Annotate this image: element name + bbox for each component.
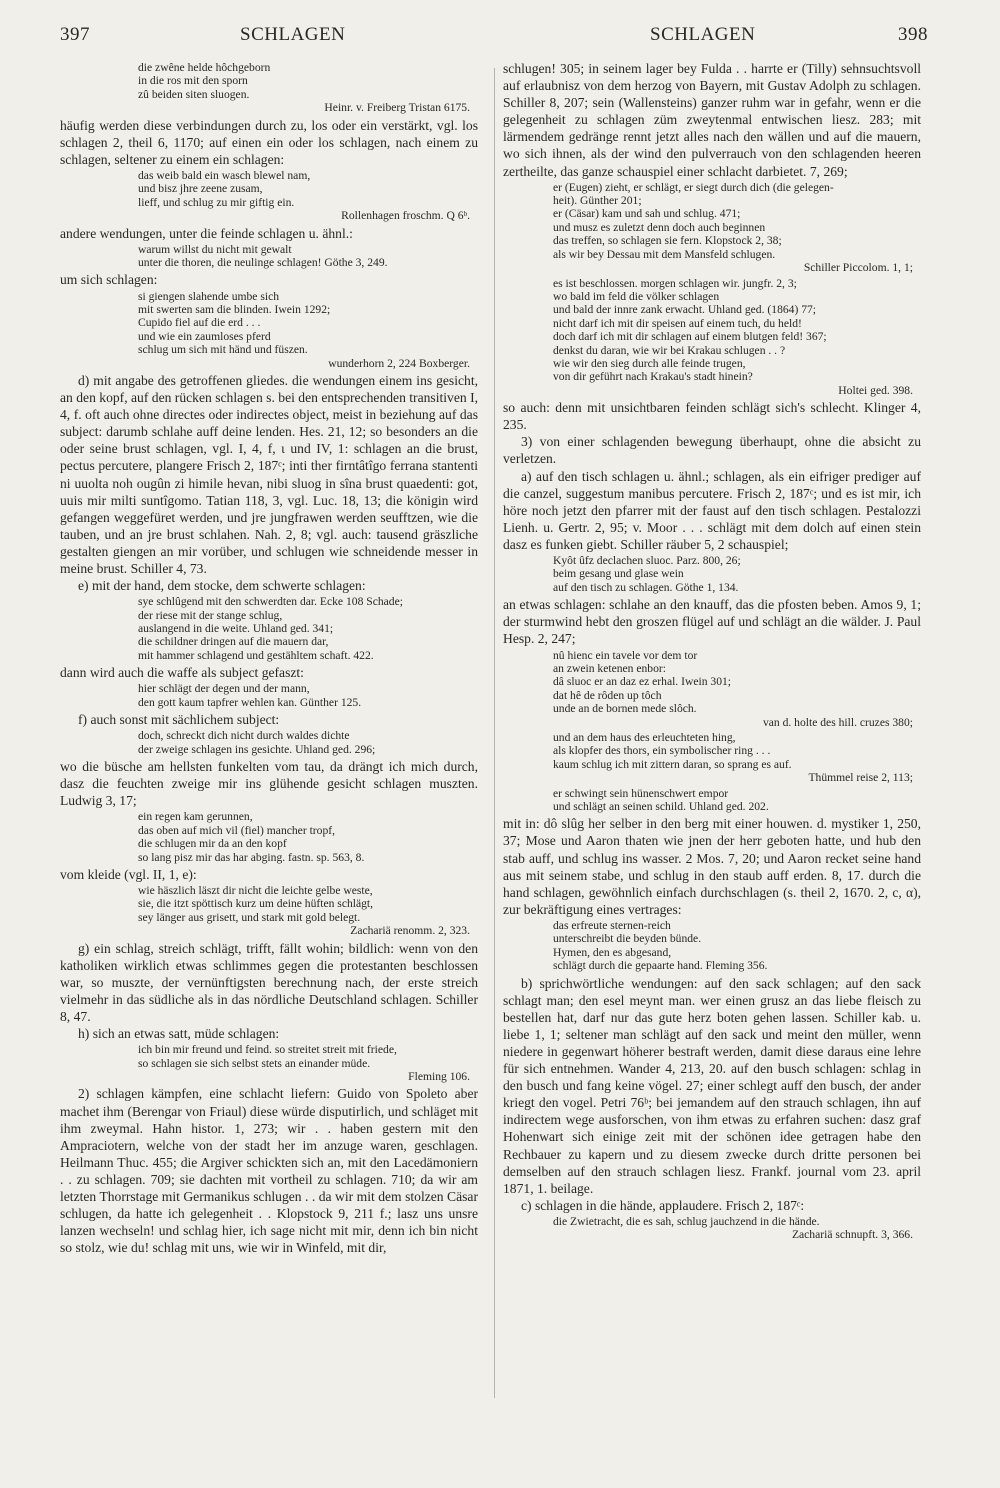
verse-line: schlägt durch die gepaarte hand. Fleming 356.	[553, 959, 768, 973]
verse-line: der riese mit der stange schlug,	[138, 608, 283, 622]
citation-source: Schiller Piccolom. 1, 1;	[803, 261, 913, 275]
verse-line: den gott kaum tapfrer wehlen kan. Günther 125.	[138, 695, 362, 709]
entry-paragraph: 2) schlagen kämpfen, eine schlacht liefern: Guido von Spoleto aber machet ihm (Berengar von Friaul) diese würde disputirlich, und schläget mit ihm zweymal. Hahn histor. 1, 273; wir . . haben gestern mit den Ampraciotern, welche von der stadt her im anzuge waren, geschlagen. Heilmann Thuc. 455; die Argiver schickten sich an, mit den Lacedämoniern . . zu schlagen. 709; sie dachten mit vortheil zu schlagen. 710; da wir am letzten Thorrstage mit Germanikus schlugen . . da wir mit dem stolzen Cäsar schlugen, da hatte ich gelegenheit . . Klopstock 9, 211 f.; lasz uns unsre lanzen wechseln! und schlag hier, ich sage nicht mit mir, denn ich bin nicht so stolz, wie du! schlag mit uns, wie wir in Winfeld, mit dir,	[60, 1086, 478, 1256]
citation-source: Thümmel reise 2, 113;	[808, 771, 913, 785]
entry-paragraph: vom kleide (vgl. II, 1, e):	[60, 866, 197, 882]
citation-source: wunderhorn 2, 224 Boxberger.	[328, 356, 470, 370]
verse-quotation	[138, 729, 478, 756]
citation-source: Fleming 106.	[408, 1070, 470, 1084]
verse-line: wie wir den sieg durch alle feinde trugen,	[553, 356, 746, 370]
verse-line: ein regen kam gerunnen,	[138, 810, 253, 824]
entry-paragraph: g) ein schlag, streich schlägt, trifft, fällt wohin; bildlich: wenn von den katholiken wirklich etwas schlimmes gegen die protestanten beschlossen war, so muszte, der vernünftigsten berechnung nach, der erste streich vielmehr in das südliche als in das nördliche Deutschland schlagen. Schiller 8, 47.	[60, 940, 478, 1025]
entry-paragraph: 3) von einer schlagenden bewegung überhaupt, ohne die absicht zu verletzen.	[503, 434, 921, 467]
verse-line: lieff, und schlug zu mir giftig ein.	[138, 195, 295, 209]
verse-line: sye schlûgend mit den schwerdten dar. Ecke 108 Schade;	[138, 595, 403, 609]
citation-source: Rollenhagen froschm. Q 6ᵇ.	[341, 209, 470, 223]
verse-quotation	[138, 243, 478, 270]
entry-paragraph: so auch: denn mit unsichtbaren feinden schlägt sich's schlecht. Klinger 4, 235.	[503, 400, 921, 433]
verse-line: so schlagen sie sich selbst stets an einander müde.	[138, 1056, 371, 1070]
verse-line: und musz es zuletzt denn doch auch beginnen	[553, 220, 766, 234]
verse-line: dâ sluoc er an daz ez erhal. Iwein 301;	[553, 675, 732, 689]
verse-line: nicht darf ich mit dir speisen auf einem tuch, du held!	[553, 316, 802, 330]
entry-paragraph: an etwas schlagen: schlahe an den knauff, das die pfosten beben. Amos 9, 1; der sturmwind hebt den groszen flügel auf und schlägt an die wälder. J. Paul Hesp. 2, 247;	[503, 597, 921, 647]
verse-line: schlug um sich mit händ und füszen.	[138, 343, 308, 357]
verse-line: und wie ein zaumloses pferd	[138, 329, 271, 343]
verse-line: das erfreute sternen-reich	[553, 918, 671, 932]
left-column	[60, 60, 478, 1256]
verse-line: doch, schreckt dich nicht durch waldes dichte	[138, 729, 350, 743]
entry-paragraph: dann wird auch die waffe als subject gefaszt:	[60, 665, 304, 681]
verse-line: auslangend in die weite. Uhland ged. 341;	[138, 622, 334, 635]
verse-line: beim gesang und glase wein	[553, 567, 684, 581]
verse-quotation	[138, 884, 478, 938]
entry-paragraph: häufig werden diese verbindungen durch zu, los oder ein verstärkt, vgl. los schlagen 2, theil 6, 1170; auf einen ein oder los schlagen, nach einem zu schlagen, seltener zu einem ein schlagen:	[60, 117, 478, 167]
entry-paragraph: f) auch sonst mit sächlichem subject:	[78, 712, 280, 728]
verse-line: Hymen, den es abgesand,	[553, 945, 672, 959]
verse-line: denkst du daran, wie wir bei Krakau schlugen . . ?	[553, 343, 786, 357]
verse-quotation	[138, 810, 478, 864]
citation-source: Zachariä renomm. 2, 323.	[350, 924, 470, 938]
verse-line: in die ros mit den sporn	[138, 74, 248, 88]
verse-line: und schlägt an seinen schild. Uhland ged. 202.	[553, 799, 769, 813]
left-running-title: SCHLAGEN	[240, 24, 346, 45]
verse-quotation	[553, 181, 921, 275]
verse-quotation	[553, 1215, 921, 1242]
verse-line: die zwêne helde hôchgeborn	[138, 61, 271, 74]
verse-line: si giengen slahende umbe sich	[138, 289, 280, 303]
verse-line: Cupido fiel auf die erd . . .	[138, 316, 261, 330]
verse-quotation	[553, 731, 921, 785]
verse-line: ich bin mir freund und feind. so streitet streit mit friede,	[138, 1043, 397, 1057]
verse-line: er (Cäsar) kam und sah und schlug. 471;	[553, 207, 741, 221]
verse-line: dat hê de rôden up tôch	[553, 688, 662, 702]
verse-line: und an dem haus des erleuchteten hing,	[553, 730, 736, 744]
verse-line: das weib bald ein wasch blewel nam,	[138, 168, 311, 182]
left-page-number: 397	[60, 24, 90, 45]
verse-line: er schwingt sein hünenschwert empor	[553, 786, 729, 800]
verse-line: die schildner dringen auf die mauern dar,	[138, 635, 329, 649]
verse-line: unde an de bornen mede slôch.	[553, 702, 697, 716]
verse-line: als wir bey Dessau mit dem Mansfeld schlugen.	[553, 247, 776, 261]
verse-line: wie häszlich läszt dir nicht die leichte gelbe weste,	[138, 884, 373, 898]
verse-line: Kyôt ûfz declachen sluoc. Parz. 800, 26;	[553, 554, 741, 567]
entry-paragraph: b) sprichwörtliche wendungen: auf den sack schlagen; auf den sack schlagt man; den esel meynt man. wer einen grusz an das liebe fleisch zu bestellen hat, darf nur das gute herz boten gehen lassen. Schiller kab. u. liebe 1, 1; seltener man schlägt auf den sack und meint den müller, wenn niedere in gegenwart höherer bestraft werden, damit diese daraus eine lehre für sich entnehmen. Wander 4, 213, 20. auf den busch schlagen: schlag in den busch und fang keine vögel. 27; einer schlegt auff den busch, der ander kriegt den vogel. Petri 76ᵇ; bei jemandem auf den strauch schlagen, ihn auf indirectem wege ausforschen, von ihm etwas zu erfahren suchen: dasz graf Hohenwart sich einige zeit mit der schönen idee getragen habe den Rechbauer zu kapern und zu diesem zwecke durch dritte personen bei demselben auf den strauch schlagen liesz. Frankf. journal vom 23. april 1871, 1. beilage.	[503, 975, 921, 1196]
verse-line: mit hammer schlagend und gestähltem schaft. 422.	[138, 648, 374, 662]
verse-line: hier schlägt der degen und der mann,	[138, 682, 310, 696]
entry-paragraph: schlugen! 305; in seinem lager bey Fulda . . harrte er (Tilly) sehnsuchtsvoll auf erlaubnisz von dem herzog von Bayern, mit Gustav Adolph zu schlagen. Schiller 8, 207; sein (Wallensteins) ganzer ruhm war in gefahr, wenn er die gelegenheit zu schlagen züm zweytenmal entwischen liesz. 283; mit lärmendem gedränge rennt jetzt alles nach den wällen und auf die mauern, wo sich ihnen, als der wind den pulverrauch von den schlagenden heeren zertheilte, das ganze schauspiel einer schlacht darbietet. 7, 269;	[503, 61, 921, 179]
verse-line: an zwein ketenen enbor:	[553, 661, 666, 675]
verse-line: das oben auf mich vil (fiel) mancher tropf,	[138, 823, 336, 837]
verse-quotation	[553, 554, 921, 594]
citation-source: Heinr. v. Freiberg Tristan 6175.	[324, 101, 470, 115]
verse-line: das treffen, so schlagen sie fern. Klopstock 2, 38;	[553, 234, 782, 248]
verse-quotation	[138, 1043, 478, 1083]
citation-source: Holtei ged. 398.	[838, 383, 913, 397]
verse-line: von dir geführt nach Krakau's stadt hinein?	[553, 370, 753, 384]
verse-quotation	[138, 682, 478, 709]
verse-line: nû hienc ein tavele vor dem tor	[553, 648, 698, 662]
entry-paragraph: d) mit angabe des getroffenen gliedes. die wendungen einem ins gesicht, an den kopf, auf den rücken schlagen s. bei den entsprechenden transitiven I, 4, f. oft auch ohne directes oder indirectes object, meist in beziehung auf das subject: darumb schlahe auff deine lenden. Hes. 21, 12; so besonders an die oder seine brust schlagen, vgl. I, 4, f, ι und IV, 1: schlagen an die brust, pectus percutere, plangere Frisch 2, 187ᶜ; inti ther firntâtîgo ferrana stantenti ni uuolta noh ougûn zi himile hevan, nibi sluog in sîna brust quaedenti: got, uuis mir milti suntîgomo. Tatian 118, 3, vgl. Luc. 18, 13; die königin wird gefangen weggefüret werden, und jre jungfrawen werden seufftzen, wie die tauben, und an jre brust schlahen. Nah. 2, 8; vgl. auch: tausend gräszliche gestalten giengen an mir vorüber, und schlugen wie schneidende messer in meine brust. Schiller 4, 73.	[60, 372, 478, 576]
verse-line: so lang pisz mir das har abging. fastn. sp. 563, 8.	[138, 850, 365, 864]
verse-quotation	[553, 787, 921, 814]
entry-paragraph: e) mit der hand, dem stocke, dem schwerte schlagen:	[78, 578, 366, 594]
verse-line: wo bald im feld die völker schlagen	[553, 289, 720, 303]
verse-line: er (Eugen) zieht, er schlägt, er siegt durch dich (die gelegen-	[553, 180, 834, 194]
verse-quotation	[138, 290, 478, 370]
entry-paragraph: h) sich an etwas satt, müde schlagen:	[78, 1026, 280, 1042]
verse-quotation	[138, 61, 478, 115]
verse-line: und bisz jhre zeene zusam,	[138, 182, 263, 196]
verse-line: heit). Günther 201;	[553, 194, 642, 208]
verse-quotation	[138, 595, 478, 662]
verse-line: mit swerten sam die blinden. Iwein 1292;	[138, 302, 331, 316]
verse-quotation	[553, 919, 921, 973]
entry-paragraph: a) auf den tisch schlagen u. ähnl.; schlagen, als ein eifriger prediger auf die canzel, suggestum manibus percutere. Frisch 2, 187ᶜ; und es ist mir, ich höre noch jetzt den pfarrer mit der faust auf den tisch schlagen. Pestalozzi Lienh. u. Gertr. 2, 95; v. Moor . . . schlägt mit dem dolch auf einen stein dasz es funken giebt. Schiller räuber 5, 2 schauspiel;	[503, 468, 921, 552]
verse-line: unter die thoren, die neulinge schlagen! Göthe 3, 249.	[138, 256, 388, 270]
right-page-number: 398	[898, 24, 928, 45]
verse-line: sey länger aus grisett, und stark mit gold belegt.	[138, 910, 361, 924]
verse-quotation	[553, 277, 921, 398]
citation-source: Zachariä schnupft. 3, 366.	[791, 1228, 913, 1242]
verse-quotation	[138, 169, 478, 223]
running-header	[0, 24, 1000, 52]
verse-line: sie, die itzt spöttisch kurz um deine hüften schlägt,	[138, 897, 374, 911]
column-divider	[494, 68, 495, 1398]
verse-line: der zweige schlagen ins gesichte. Uhland ged. 296;	[138, 742, 376, 756]
verse-line: die schlugen mir da an den kopf	[138, 837, 287, 851]
entry-paragraph: c) schlagen in die hände, applaudere. Frisch 2, 187ᶜ:	[521, 1197, 805, 1213]
verse-line: und bald der innre zank erwacht. Uhland ged. (1864) 77;	[553, 303, 817, 317]
entry-paragraph: wo die büsche am hellsten funkelten vom tau, da drängt ich mich durch, dasz die feuchten zweige mir ins glühende gesicht schlagen muszten. Ludwig 3, 17;	[60, 759, 478, 809]
citation-source: van d. holte des hill. cruzes 380;	[762, 715, 913, 729]
entry-paragraph: mit in: dô slûg her selber in den berg mit einer houwen. d. mystiker 1, 250, 37; Mose und Aaron thaten wie jnen der herr geboten hatte, und hub den stab auff, und schlug ins wasser. 2 Mos. 7, 20; und Aaron recket seine hand aus mit seinem stabe, und schlug in den staub auff erden. 8, 17. durch die hand schlagen, gewöhnlich einfach durchschlagen (s. theil 2, 1670. 2, c, α), zur bekräftigung eines vertrages:	[503, 816, 921, 917]
verse-line: es ist beschlossen. morgen schlagen wir. jungfr. 2, 3;	[553, 276, 797, 290]
verse-quotation	[553, 649, 921, 729]
verse-line: auf den tisch zu schlagen. Göthe 1, 134.	[553, 580, 739, 594]
entry-paragraph: andere wendungen, unter die feinde schlagen u. ähnl.:	[60, 225, 353, 241]
verse-line: als klopfer des thors, ein symbolischer ring . . .	[553, 744, 771, 758]
verse-line: warum willst du nicht mit gewalt	[138, 242, 292, 256]
verse-line: doch darf ich mit dir schlagen auf einem blutgen feld! 367;	[553, 330, 827, 344]
right-running-title: SCHLAGEN	[650, 24, 756, 45]
entry-paragraph: um sich schlagen:	[60, 272, 158, 288]
verse-line: kaum schlug ich mit zittern daran, so sprang es auf.	[553, 757, 792, 771]
verse-line: die Zwietracht, die es sah, schlug jauchzend in die hände.	[553, 1214, 820, 1228]
verse-line: zû beiden siten sluogen.	[138, 87, 250, 101]
right-column	[503, 60, 921, 1244]
verse-line: unterschreibt die beyden bünde.	[553, 932, 702, 946]
